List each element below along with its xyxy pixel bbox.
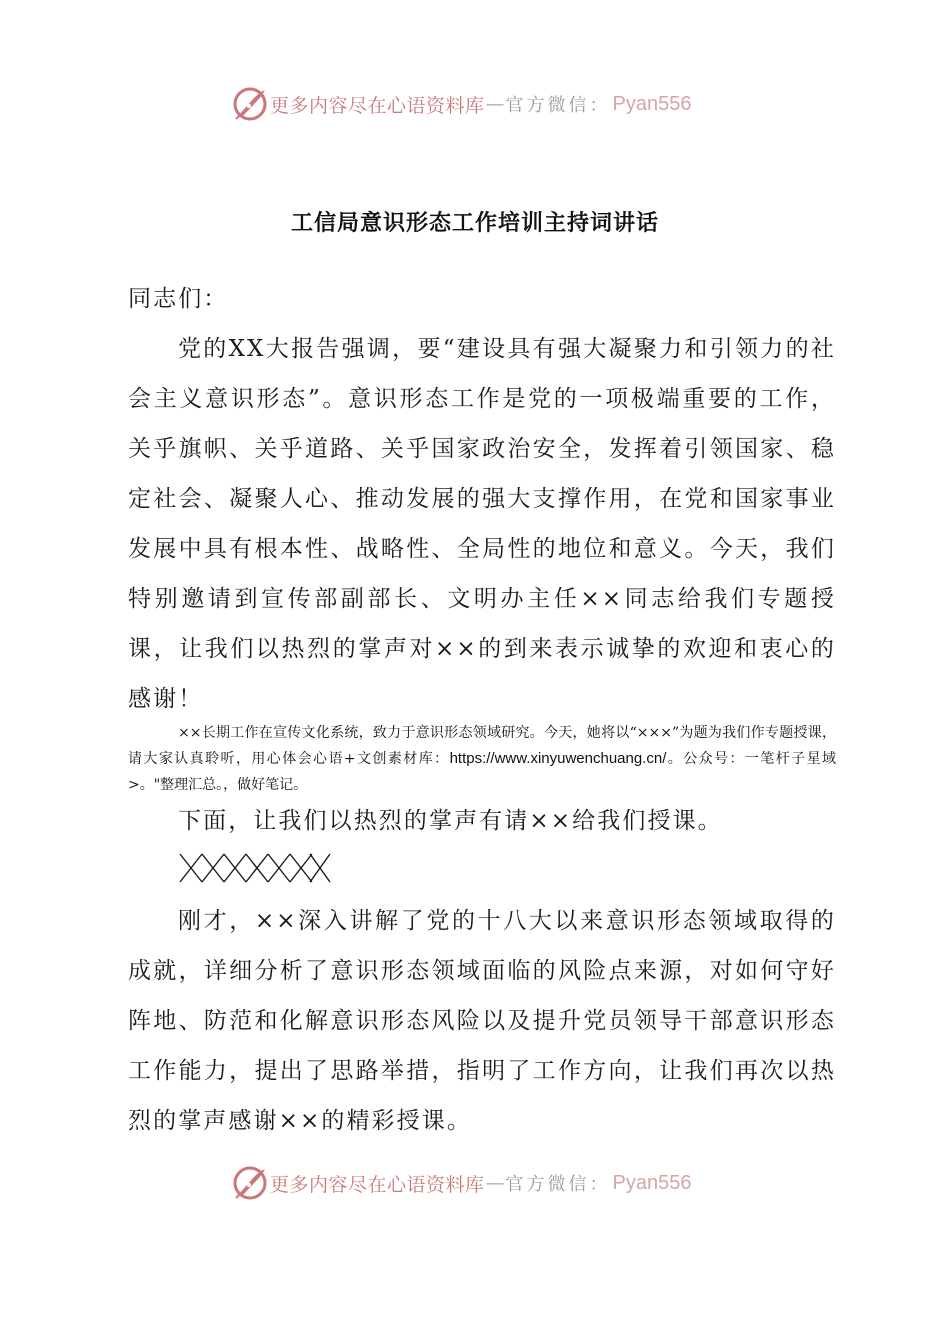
note-url: https://www.xinyuwenchuang.cn/ [449, 750, 667, 767]
note-part3: 。公众号：一笔杆子星域>。"整理汇总。，做好笔记。 [128, 751, 837, 793]
banner-text: 更多内容尽在心语资料库 [270, 1173, 485, 1196]
paragraph-opening: 党的XX大报告强调，要“建设具有强大凝聚力和引领力的社会主义意识形态”。意识形态工作是党的一项极端重要的工作，关乎旗帜、关乎道路、关乎国家政治安全，发挥着引领国家、稳定社会、凝聚人心、推动发展的强大支撑作用，在党和国家事业发展中具有根本性、战略性、全局性的地位和意义。今天，我们特别邀请到宣传部副部长、文明办主任××同志给我们专题授课，让我们以热烈的掌声对××的到来表示诚挚的欢迎和衷心的感谢！ [128, 336, 836, 712]
banner-text: 更多内容尽在心语资料库 [270, 94, 485, 117]
placeholder-crosses-icon [178, 852, 332, 884]
banner-dash: — [485, 1172, 505, 1194]
quill-logo-icon [232, 86, 268, 122]
quill-logo-icon [232, 1165, 268, 1201]
banner-wechat-id: Pyan556 [612, 1171, 692, 1194]
salutation: 同志们： [128, 286, 229, 312]
note-part2: 为题为我们作专题授课，请大家认真聆听，用心体会心语+文创素材库： [128, 725, 836, 767]
inserted-note [128, 720, 836, 798]
banner-label: 官方微信： [505, 95, 611, 116]
note-quoted: “×××” [629, 725, 680, 741]
note-part1: ××长期工作在宣传文化系统，致力于意识形态领域研究。今天，她将以 [178, 725, 630, 741]
document-title: 工信局意识形态工作培训主持词讲话 [290, 211, 659, 236]
footer-banner [232, 1163, 691, 1203]
banner-wechat-id: Pyan556 [612, 92, 692, 115]
banner-label: 官方微信： [505, 1174, 611, 1195]
header-banner [232, 84, 691, 124]
paragraph-closing: 刚才，××深入讲解了党的十八大以来意识形态领域取得的成就，详细分析了意识形态领域面临的风险点来源，对如何守好阵地、防范和化解意识形态风险以及提升党员领导干部意识形态工作能力，提出了思路举措，指明了工作方向，让我们再次以热烈的掌声感谢××的精彩授课。 [128, 908, 836, 1134]
banner-dash: — [485, 93, 505, 115]
paragraph-invite: 下面，让我们以热烈的掌声有请××给我们授课。 [178, 808, 723, 834]
